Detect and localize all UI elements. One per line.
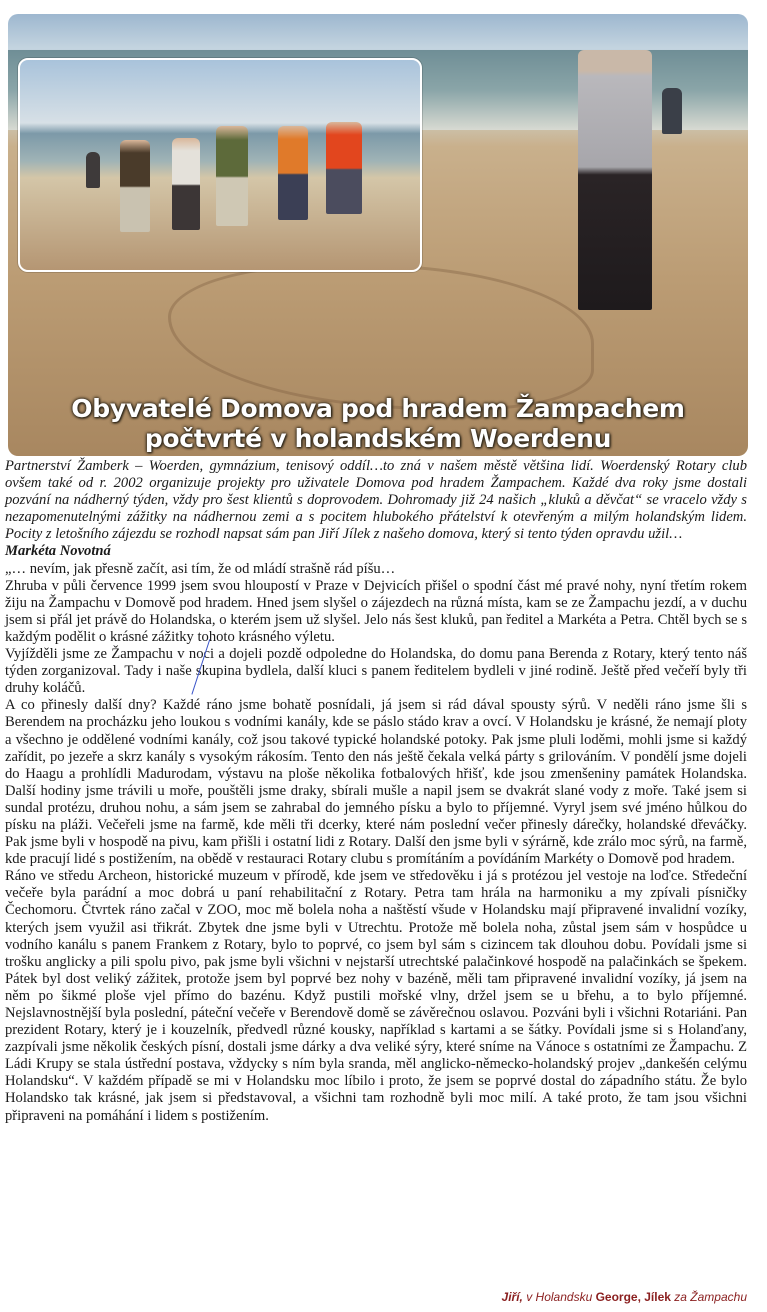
paragraph: Ráno ve středu Archeon, historické muzeum v přírodě, kde jsem ve středověku i já s protézou jel vestoje na loďce. Středeční večeře byla parádní a moc dobrá u paní rehabilitační z Rotary. Petra tam hrála na harmoniku a my zpívali písničky Čechomoru. Čtvrtek ráno začal v ZOO, moc mě bolela noha a naštěstí všude v Holandsku mají připravené invalidní vozíky, kterých jsem využil asi třikrát. Zbytek dne jsme byli v Utrechtu. Protože mě bolela noha, zůstal jsem sám v hospůdce u vodního kanálu s panem Frankem z Rotary, bylo to poprvé, co jsem byl sám s cizincem tak dlouhou dobu. Povídali jsme si trošku anglicky a pili spolu pivo, pak jsme byli všichni v nejstarší utrechtské palačinkové hospodě na palačinkách se špekem. Pátek byl dost veliký zážitek, protože jsem byl poprvé bez nohy v bazéně, měli tam připravené invalidní vozíky, já jsem na něm po šikmé ploše vjel přímo do bazénu. Když pustili mořské vlny, držel jsem se u břehu, a to bylo příjemné. Nejslavnostnější byla poslední, páteční večeře v Berendově domě se závěrečnou oslavou. Pozváni byli i všichni Rotariáni. Pan prezident Rotary, který je i kouzelník, předvedl různé kousky, například s kartami a se šátky. Povídali jsme si s Holanďany, zazpívali jsme několik českých písní, dostali jsme dárky a dva veliké sýry, které sníme na Vánoce s ostatními ze Žampachu. Z Ládi Krupy se stala ústřední postava, vždycky s ním byla sranda, měl anglicko-německo-holandský projev „dankešén celýmu Holandsku“. V každém případě se mi v Holandsku moc líbilo i proto, že jsem se poprvé dostal do západního státu. Že bylo Holandsko tak krásné, jak jsem si představoval, a všichni tam rozhodně byli moc milí. A také proto, že tam jsou všichni připraveni na pomáhání i lidem s postižením.	[5, 868, 747, 1124]
header-photo	[8, 14, 748, 456]
group-person	[326, 122, 362, 214]
group-person	[278, 126, 308, 220]
signature-name-2: George, Jílek	[595, 1290, 671, 1304]
headline-line-2: počtvrté v holandském Woerdenu	[144, 424, 612, 453]
group-person	[120, 140, 150, 232]
group-person	[172, 138, 200, 230]
group-person	[216, 126, 248, 226]
article-intro: Partnerství Žamberk – Woerden, gymnázium, tenisový oddíl…to zná v našem městě většina lidí. Woerdenský Rotary club ovšem také od r. 2002 organizuje projekty pro uživatele Domova pod hradem Žampachem. Každé dva roky jsme dostali pozvání na nádherný týden, vždy pro šest klientů s doprovodem. Dohromady již 24 našich „kluků a děvčat“ se vracelo vždy s nezapomenutelnými zážitky na nádhernou zemi a s pocitem hlubokého přátelství k otevřeným a milým holandským lidem. Pocity z letošního zájezdu se rozhodl napsat sám pan Jiří Jílek z našeho domova, který si tento týden opravdu užil…	[5, 458, 747, 543]
signature-text-1: v Holandsku	[522, 1290, 596, 1304]
paragraph: A co přinesly další dny? Každé ráno jsme bohatě posnídali, já jsem si rád dával spousty sýrů. V neděli ráno jsme šli s Berendem na procházku jeho loukou s vodními kanály, kde se páslo stádo krav a ovcí. V Holandsku je krásné, že nemají ploty a všechno je oddělené vodními kanály, což jsou takové typické holandské potoky. Pak jsme pluli loděmi, mohli jsme si každý zařídit, po jezeře a skrz kanály s vysokým rákosím. Tento den nás ještě čekala velká párty s grilováním. V pondělí jsme dojeli do Haagu a prohlídli Madurodam, výstavu na ploše několika fotbalových hřišť, kde jsou zmenšeniny památek Holandska. Další hodiny jsme trávili u moře, pouštěli jsme draky, sbírali mušle a napil jsem se dvakrát slané vody z moře. Také jsem si sundal protézu, druhou nohu, a sám jsem se zahrabal do jemného písku a bylo to příjemné. Vyryl jsem své jméno hůlkou do písku na pláži. Večeřeli jsme na farmě, kde měli tři dcerky, které nám poslední večer přinesly dárečky, holandské dřeváčky. Pak jsme byli v hospodě na pivu, kam přišli i ostatní lidi z Rotary. Další den jsme byli v sýrárně, kde zrálo moc sýrů, na farmě, kde pracují lidé s postižením, na obědě v restauraci Rotary clubu s promítáním a povídáním Markéty o Domově pod hradem.	[5, 697, 747, 868]
intro-author: Markéta Novotná	[5, 543, 111, 560]
article-signature	[502, 1290, 747, 1304]
article-body	[5, 458, 747, 1125]
inset-photo-group	[18, 58, 422, 272]
paragraph: Vyjížděli jsme ze Žampachu v noci a dojeli pozdě odpoledne do Holandska, do domu pana Berenda z Rotary, který tento náš týden zorganizoval. Tady i naše skupina bydlela, další kluci s panem ředitelem bydleli v jiné rodině. Ještě před večeří byly tři druhy koláčů.	[5, 646, 747, 697]
person-background	[662, 88, 682, 134]
man-with-crutches	[578, 50, 652, 310]
signature-text-2: za Žampachu	[670, 1290, 747, 1304]
signature-name-1: Jiří,	[501, 1290, 523, 1304]
group-person	[86, 152, 100, 188]
sand-writing	[168, 264, 594, 410]
paragraph: Zhruba v půli července 1999 jsem svou hloupostí v Praze v Dejvicích přišel o spodní část mé pravé nohy, nyní třetím rokem žiju na Žampachu v Domově pod hradem. Hned jsem slyšel o zájezdech na různá místa, kam se ze Žampachu jezdí, a v duchu jsem si přál jet právě do Holandska, o kterém jsem už slyšel. Jelo nás šest kluků, pan ředitel a Markéta a Petra. Chtěl bych se s každým podělit o krásné zážitky tohoto krásného výletu.	[5, 577, 747, 645]
headline-line-1: Obyvatelé Domova pod hradem Žampachem	[71, 394, 685, 423]
paragraph: „… nevím, jak přesně začít, asi tím, že od mládí strašně rád píšu…	[5, 560, 396, 577]
